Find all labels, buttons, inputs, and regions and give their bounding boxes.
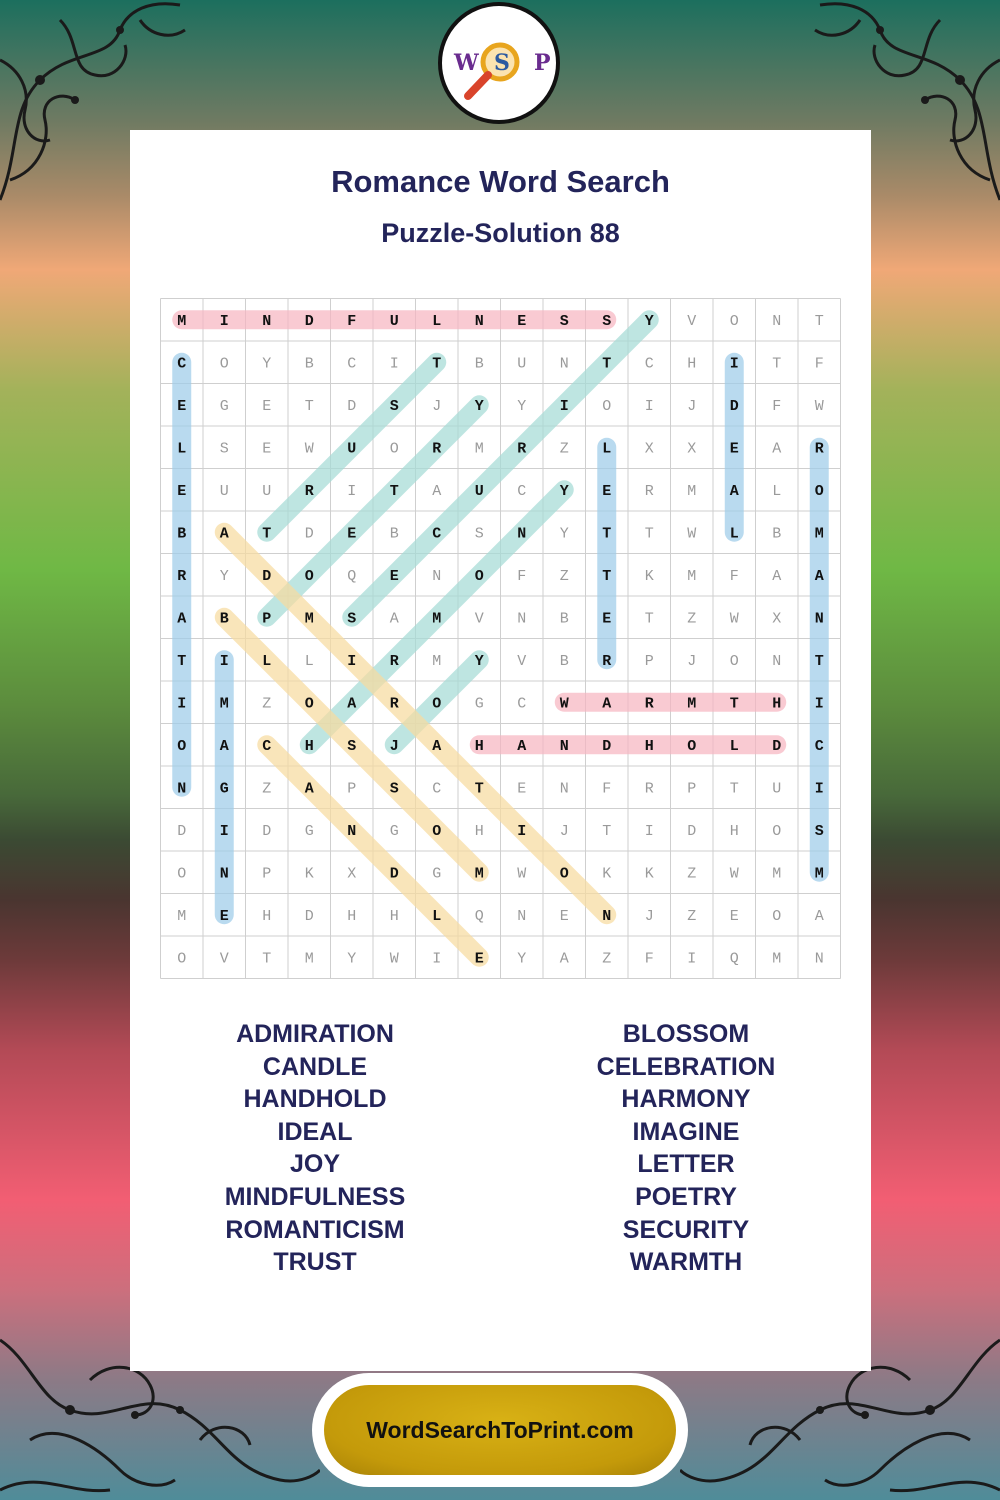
grid-cell: N	[814, 950, 824, 968]
puzzle-grid	[160, 298, 841, 979]
grid-cell: F	[772, 397, 782, 415]
word-list-item: TRUST	[273, 1248, 357, 1277]
grid-cell: M	[304, 950, 314, 968]
grid-cell: N	[559, 780, 569, 798]
grid-cell: B	[559, 652, 569, 670]
grid-cell: K	[644, 567, 654, 585]
grid-cell: Y	[347, 950, 357, 968]
grid-cell: I	[687, 950, 697, 968]
grid-cell: E	[729, 907, 739, 925]
grid-cell: H	[347, 907, 357, 925]
grid-cell: D	[177, 822, 187, 840]
word-list-item: JOY	[289, 1150, 341, 1179]
grid-cell: L	[432, 312, 442, 330]
grid-cell: A	[814, 907, 824, 925]
grid-cell: V	[219, 950, 229, 968]
grid-cell: V	[687, 312, 697, 330]
grid-cell: Z	[687, 610, 697, 628]
grid-cell: H	[687, 355, 697, 373]
grid-cell: M	[772, 950, 782, 968]
grid-cell: E	[219, 907, 229, 925]
grid-cell: O	[177, 737, 187, 755]
grid-cell: W	[517, 865, 527, 883]
grid-cell: N	[262, 312, 272, 330]
word-list-item: MINDFULNESS	[224, 1182, 406, 1211]
grid-cell: W	[304, 440, 314, 458]
grid-cell: O	[304, 567, 314, 585]
grid-cell: I	[432, 950, 442, 968]
grid-cell: U	[517, 355, 527, 373]
grid-cell: U	[389, 312, 399, 330]
grid-cell: C	[347, 355, 357, 373]
grid-cell: O	[729, 652, 739, 670]
grid-cell: L	[729, 737, 739, 755]
grid-cell: E	[517, 312, 527, 330]
grid-cell: N	[517, 610, 527, 628]
grid-cell: S	[347, 737, 357, 755]
grid-cell: K	[644, 865, 654, 883]
grid-cell: I	[177, 695, 187, 713]
grid-cell: T	[814, 312, 824, 330]
logo-letter-p: P	[534, 50, 551, 76]
grid-cell: V	[517, 652, 527, 670]
grid-cell: X	[347, 865, 357, 883]
grid-cell: M	[177, 907, 187, 925]
grid-cell: R	[644, 780, 654, 798]
grid-cell: R	[644, 482, 654, 500]
page-subtitle: Puzzle-Solution 88	[381, 218, 620, 248]
grid-cell: D	[389, 865, 399, 883]
grid-cell: T	[644, 525, 654, 543]
grid-cell: O	[687, 737, 697, 755]
grid-cell: G	[304, 822, 314, 840]
grid-cell: A	[219, 525, 229, 543]
grid-cell: N	[814, 610, 824, 628]
grid-cell: W	[559, 695, 569, 713]
grid-cell: Z	[262, 780, 272, 798]
grid-cell: J	[687, 397, 697, 415]
grid-cell: J	[687, 652, 697, 670]
grid-cell: T	[262, 525, 272, 543]
grid-cell: O	[729, 312, 739, 330]
grid-cell: T	[729, 695, 739, 713]
grid-cell: H	[474, 822, 484, 840]
grid-cell: O	[559, 865, 569, 883]
grid-cell: H	[644, 737, 654, 755]
grid-cell: G	[219, 397, 229, 415]
grid-cell: E	[602, 610, 612, 628]
grid-cell: F	[517, 567, 527, 585]
site-link-button[interactable]	[312, 1373, 688, 1487]
grid-cell: I	[729, 355, 739, 373]
grid-cell: D	[602, 737, 612, 755]
grid-cell: E	[602, 482, 612, 500]
word-list-item: IDEAL	[277, 1117, 353, 1146]
grid-cell: N	[517, 525, 527, 543]
grid-cell: E	[729, 440, 739, 458]
grid-cell: M	[219, 695, 229, 713]
grid-cell: S	[814, 822, 824, 840]
grid-cell: J	[644, 907, 654, 925]
grid-cell: O	[219, 355, 229, 373]
grid-cell: S	[602, 312, 612, 330]
grid-cell: M	[772, 865, 782, 883]
grid-cell: L	[177, 440, 187, 458]
grid-cell: U	[219, 482, 229, 500]
grid-cell: O	[474, 567, 484, 585]
grid-cell: E	[517, 780, 527, 798]
grid-cell: C	[177, 355, 187, 373]
grid-cell: B	[772, 525, 782, 543]
grid-cell: D	[772, 737, 782, 755]
grid-cell: D	[729, 397, 739, 415]
grid-cell: S	[389, 780, 399, 798]
grid-cell: R	[517, 440, 527, 458]
grid-cell: H	[729, 822, 739, 840]
grid-cell: P	[262, 610, 272, 628]
grid-cell: M	[687, 695, 697, 713]
grid-cell: I	[347, 652, 357, 670]
grid-cell: T	[389, 482, 399, 500]
grid-cell: F	[644, 950, 654, 968]
grid-cell: H	[389, 907, 399, 925]
grid-cell: I	[814, 695, 824, 713]
grid-cell: S	[559, 312, 569, 330]
grid-cell: N	[219, 865, 229, 883]
grid-cell: L	[729, 525, 739, 543]
grid-cell: G	[219, 780, 229, 798]
grid-cell: D	[347, 397, 357, 415]
grid-cell: L	[304, 652, 314, 670]
grid-cell: N	[517, 907, 527, 925]
logo-letter-w: W	[454, 50, 479, 76]
word-list-item: IMAGINE	[632, 1117, 740, 1146]
grid-cell: Y	[474, 652, 484, 670]
grid-cell: O	[814, 482, 824, 500]
grid-cell: V	[474, 610, 484, 628]
grid-cell: I	[559, 397, 569, 415]
grid-cell: O	[602, 397, 612, 415]
grid-cell: E	[347, 525, 357, 543]
grid-cell: B	[304, 355, 314, 373]
word-list-item: LETTER	[637, 1150, 735, 1179]
grid-cell: C	[432, 525, 442, 543]
grid-cell: O	[389, 440, 399, 458]
grid-cell: C	[644, 355, 654, 373]
grid-cell: E	[474, 950, 484, 968]
grid-cell: R	[177, 567, 187, 585]
grid-cell: F	[729, 567, 739, 585]
grid-cell: I	[219, 652, 229, 670]
grid-cell: N	[432, 567, 442, 585]
grid-cell: L	[602, 440, 612, 458]
grid-cell: Y	[644, 312, 654, 330]
grid-cell: H	[304, 737, 314, 755]
grid-cell: I	[644, 397, 654, 415]
grid-cell: O	[177, 950, 187, 968]
grid-cell: N	[474, 312, 484, 330]
word-list-item: HANDHOLD	[243, 1085, 387, 1114]
word-list-item: BLOSSOM	[622, 1020, 750, 1048]
grid-cell: W	[729, 865, 739, 883]
grid-cell: P	[644, 652, 654, 670]
grid-cell: G	[389, 822, 399, 840]
grid-cell: O	[432, 822, 442, 840]
grid-cell: I	[389, 355, 399, 373]
grid-cell: W	[729, 610, 739, 628]
puzzle-card	[130, 130, 871, 1371]
grid-cell: L	[432, 907, 442, 925]
grid-cell: H	[772, 695, 782, 713]
grid-cell: N	[177, 780, 187, 798]
grid-cell: N	[347, 822, 357, 840]
grid-cell: A	[772, 567, 782, 585]
grid-cell: K	[304, 865, 314, 883]
grid-cell: M	[687, 567, 697, 585]
grid-cell: N	[559, 355, 569, 373]
grid-cell: A	[772, 440, 782, 458]
grid-cell: X	[772, 610, 782, 628]
grid-cell: W	[687, 525, 697, 543]
grid-cell: U	[772, 780, 782, 798]
grid-cell: A	[602, 695, 612, 713]
site-link-label: WordSearchToPrint.com	[324, 1385, 676, 1475]
grid-cell: N	[772, 312, 782, 330]
grid-cell: H	[262, 907, 272, 925]
grid-cell: J	[389, 737, 399, 755]
grid-cell: B	[219, 610, 229, 628]
grid-cell: G	[474, 695, 484, 713]
grid-cell: S	[389, 397, 399, 415]
grid-cell: Y	[559, 482, 569, 500]
grid-cell: A	[432, 737, 442, 755]
grid-cell: U	[347, 440, 357, 458]
grid-cell: U	[262, 482, 272, 500]
grid-cell: I	[814, 780, 824, 798]
word-list-item: CANDLE	[262, 1052, 368, 1081]
grid-cell: N	[602, 907, 612, 925]
grid-cell: S	[219, 440, 229, 458]
grid-cell: Z	[262, 695, 272, 713]
grid-cell: J	[432, 397, 442, 415]
grid-cell: Z	[602, 950, 612, 968]
grid-cell: O	[772, 822, 782, 840]
grid-cell: T	[262, 950, 272, 968]
grid-cell: D	[262, 567, 272, 585]
grid-cell: C	[262, 737, 272, 755]
grid-cell: Y	[262, 355, 272, 373]
grid-cell: R	[814, 440, 824, 458]
grid-cell: E	[262, 397, 272, 415]
grid-cell: A	[559, 950, 569, 968]
grid-cell: T	[602, 355, 612, 373]
grid-cell: I	[644, 822, 654, 840]
page-title: Romance Word Search	[331, 164, 670, 199]
grid-cell: Q	[729, 950, 739, 968]
grid-cell: A	[219, 737, 229, 755]
word-list-item: CELEBRATION	[596, 1052, 776, 1081]
word-list-item: HARMONY	[621, 1085, 751, 1114]
grid-cell: M	[814, 865, 824, 883]
grid-cell: B	[474, 355, 484, 373]
grid-cell: C	[517, 482, 527, 500]
grid-cell: I	[347, 482, 357, 500]
grid-cell: N	[772, 652, 782, 670]
grid-cell: K	[602, 865, 612, 883]
grid-cell: N	[559, 737, 569, 755]
grid-cell: F	[347, 312, 357, 330]
grid-cell: Q	[347, 567, 357, 585]
grid-cell: C	[517, 695, 527, 713]
grid-cell: Q	[474, 907, 484, 925]
grid-cell: T	[729, 780, 739, 798]
word-list-right	[501, 1018, 871, 1279]
grid-cell: B	[177, 525, 187, 543]
grid-cell: S	[347, 610, 357, 628]
grid-cell: I	[517, 822, 527, 840]
grid-cell: T	[814, 652, 824, 670]
grid-cell: A	[304, 780, 314, 798]
grid-cell: Y	[559, 525, 569, 543]
grid-cell: W	[389, 950, 399, 968]
grid-cell: M	[814, 525, 824, 543]
grid-cell: M	[474, 440, 484, 458]
grid-cell: L	[772, 482, 782, 500]
grid-cell: A	[432, 482, 442, 500]
grid-cell: L	[262, 652, 272, 670]
grid-cell: T	[644, 610, 654, 628]
grid-cell: P	[687, 780, 697, 798]
grid-cell: O	[177, 865, 187, 883]
grid-cell: E	[177, 397, 187, 415]
grid-cell: M	[304, 610, 314, 628]
grid-cell: M	[432, 652, 442, 670]
grid-cell: E	[262, 440, 272, 458]
grid-cell: Z	[687, 865, 697, 883]
grid-cell: E	[559, 907, 569, 925]
grid-cell: X	[687, 440, 697, 458]
logo-letter-s: S	[494, 50, 510, 76]
grid-cell: R	[389, 695, 399, 713]
grid-cell: X	[644, 440, 654, 458]
grid-cell: M	[177, 312, 187, 330]
grid-cell: Z	[559, 440, 569, 458]
grid-cell: U	[474, 482, 484, 500]
word-list-item: WARMTH	[629, 1248, 743, 1277]
grid-cell: B	[389, 525, 399, 543]
grid-cell: G	[432, 865, 442, 883]
grid-cell: A	[177, 610, 187, 628]
grid-cell: A	[389, 610, 399, 628]
logo[interactable]	[438, 2, 560, 124]
grid-cell: R	[432, 440, 442, 458]
grid-cell: H	[474, 737, 484, 755]
grid-cell: F	[814, 355, 824, 373]
grid-cell: R	[644, 695, 654, 713]
grid-cell: C	[814, 737, 824, 755]
grid-cell: T	[304, 397, 314, 415]
grid-cell: W	[814, 397, 824, 415]
grid-cell: M	[432, 610, 442, 628]
grid-cell: A	[729, 482, 739, 500]
grid-cell: O	[432, 695, 442, 713]
word-list-item: POETRY	[635, 1182, 737, 1211]
grid-cell: D	[262, 822, 272, 840]
grid-cell: Z	[687, 907, 697, 925]
grid-cell: A	[517, 737, 527, 755]
grid-cell: I	[219, 822, 229, 840]
grid-cell: O	[772, 907, 782, 925]
grid-cell: R	[602, 652, 612, 670]
grid-cell: J	[559, 822, 569, 840]
grid-cell: Y	[517, 950, 527, 968]
grid-cell: T	[474, 780, 484, 798]
grid-cell: O	[304, 695, 314, 713]
grid-cell: P	[262, 865, 272, 883]
grid-cell: S	[474, 525, 484, 543]
grid-cell: E	[177, 482, 187, 500]
word-list-left	[130, 1018, 500, 1279]
grid-cell: R	[389, 652, 399, 670]
grid-cell: Y	[474, 397, 484, 415]
grid-cell: A	[814, 567, 824, 585]
grid-cell: A	[347, 695, 357, 713]
grid-cell: M	[474, 865, 484, 883]
grid-cell: C	[432, 780, 442, 798]
word-list-item: SECURITY	[622, 1215, 750, 1244]
grid-cell: T	[602, 525, 612, 543]
word-list-item: ADMIRATION	[236, 1020, 394, 1048]
grid-cell: D	[304, 312, 314, 330]
grid-cell: Y	[517, 397, 527, 415]
grid-cell: T	[602, 567, 612, 585]
grid-cell: T	[177, 652, 187, 670]
grid-cell: Z	[559, 567, 569, 585]
word-list-item: ROMANTICISM	[225, 1215, 405, 1244]
grid-cell: Y	[219, 567, 229, 585]
grid-cell: M	[687, 482, 697, 500]
grid-cell: F	[602, 780, 612, 798]
grid-cell: B	[559, 610, 569, 628]
grid-cell: D	[304, 525, 314, 543]
grid-cell: T	[772, 355, 782, 373]
grid-cell: D	[304, 907, 314, 925]
grid-cell: R	[304, 482, 314, 500]
grid-cell: T	[602, 822, 612, 840]
grid-cell: I	[219, 312, 229, 330]
grid-cell: P	[347, 780, 357, 798]
grid-cell: D	[687, 822, 697, 840]
grid-cell: E	[389, 567, 399, 585]
grid-cell: T	[432, 355, 442, 373]
